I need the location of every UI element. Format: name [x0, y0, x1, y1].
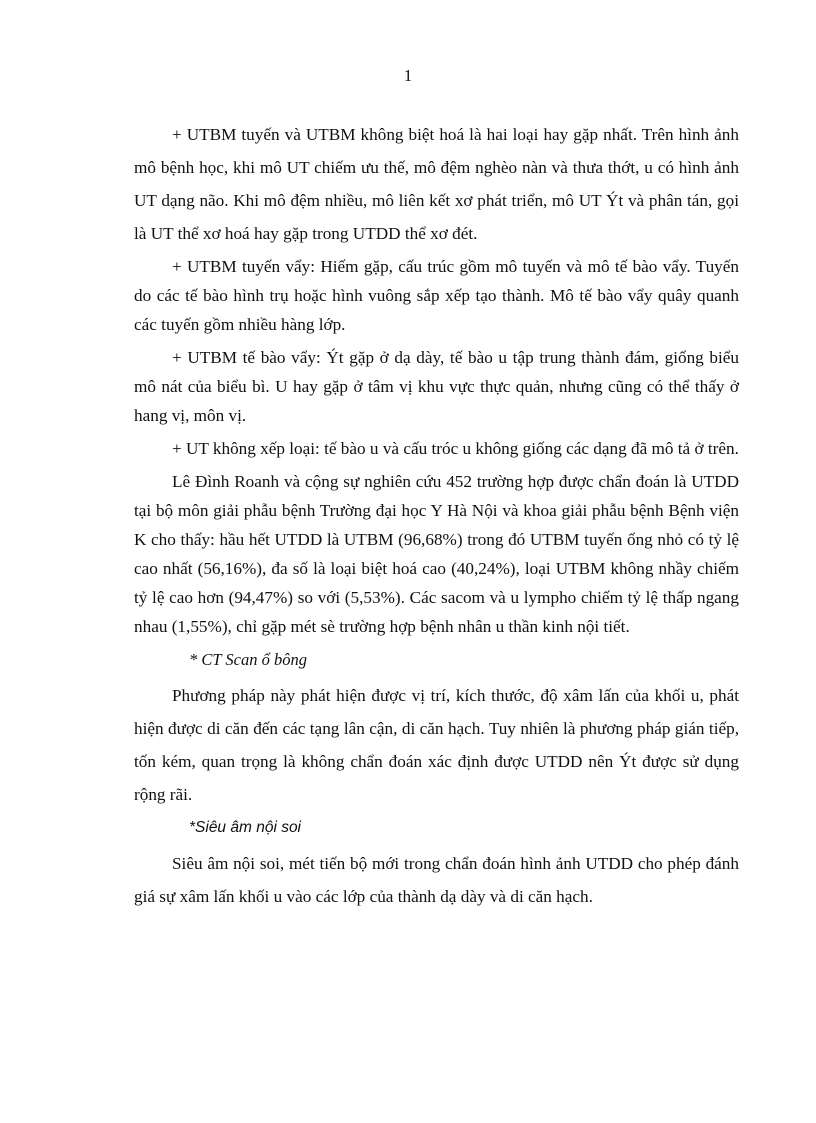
heading-ct-scan: * CT Scan ổ bông: [189, 650, 307, 669]
paragraph-sieu-am-noi-soi: Siêu âm nội soi, mét tiến bộ mới trong chẩn đoán hình ảnh UTDD cho phép đánh giá sự xâm lấn khối u vào các lớp của thành dạ dày và di căn hạch.: [134, 854, 739, 906]
paragraph-le-dinh-roanh-study: Lê Đình Roanh và cộng sự nghiên cứu 452 trường hợp được chẩn đoán là UTDD tại bộ môn giải phẫu bệnh Trường đại học Y Hà Nội và khoa giải phẫu bệnh Bệnh viện K cho thấy: hầu hết UTDD là UTBM (96,68%) trong đó UTBM tuyến ống nhỏ có tỷ lệ cao nhất (56,16%), đa số là loại biệt hoá cao (40,24%), loại UTBM không nhầy chiếm tỷ lệ cao hơn (94,47%) so với (5,53%). Các sacom và u lympho chiếm tỷ lệ thấp ngang nhau (1,55%), chỉ gặp mét sè trường hợp bệnh nhân u thần kinh nội tiết.: [134, 472, 739, 636]
page-body: [134, 118, 739, 915]
paragraph-ut-khong-xep-loai: + UT không xếp loại: tế bào u và cấu tróc u không giống các dạng đã mô tả ở trên.: [172, 439, 739, 458]
paragraph-utbm-tuyen: + UTBM tuyến và UTBM không biệt hoá là hai loại hay gặp nhất. Trên hình ảnh mô bệnh học, khi mô UT chiếm ưu thế, mô đệm nghèo nàn và thưa thớt, u có hình ảnh UT dạng não. Khi mô đệm nhiều, mô liên kết xơ phát triển, mô UT Ýt và phân tán, gọi là UT thể xơ hoá hay gặp trong UTDD thể xơ đét.: [134, 125, 739, 243]
heading-sieu-am-noi-soi: *Siêu âm nội soi: [189, 819, 302, 836]
page-number: 1: [403, 66, 413, 85]
paragraph-utbm-te-bao-vay: + UTBM tế bào vẩy: Ýt gặp ở dạ dày, tế bào u tập trung thành đám, giống biểu mô nát của biểu bì. U hay gặp ở tâm vị khu vực thực quản, nhưng cũng có thể thấy ở hang vị, môn vị.: [134, 348, 739, 425]
paragraph-ct-scan: Phương pháp này phát hiện được vị trí, kích thước, độ xâm lấn của khối u, phát hiện được di căn đến các tạng lân cận, di căn hạch. Tuy nhiên là phương pháp gián tiếp, tốn kém, quan trọng là không chẩn đoán xác định được UTDD nên Ýt được sử dụng rộng rãi.: [134, 686, 739, 804]
paragraph-utbm-tuyen-vay: + UTBM tuyến vẩy: Hiếm gặp, cấu trúc gồm mô tuyến và mô tế bào vẩy. Tuyến do các tế bào hình trụ hoặc hình vuông sắp xếp tạo thành. Mô tế bào vẩy quây quanh các tuyến gồm nhiều hàng lớp.: [134, 257, 739, 334]
